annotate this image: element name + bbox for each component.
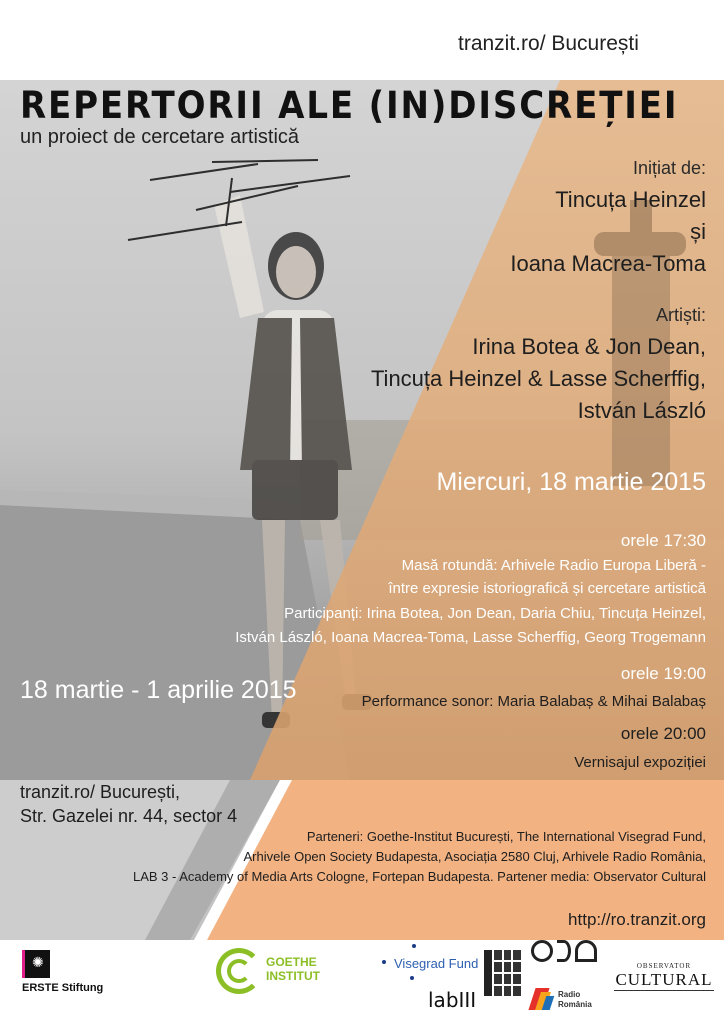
goethe-logo: [216, 948, 326, 994]
osa-archivum-logo: [531, 940, 605, 976]
erste-bee-icon: ✺: [22, 950, 50, 978]
radio-romania-logo: [532, 984, 592, 1020]
radio-logo-text-2: România: [558, 1000, 592, 1009]
partners-line-3: LAB 3 - Academy of Media Arts Cologne, Fortepan Budapesta. Partener media: Observator Cultural: [132, 869, 706, 884]
visegrad-logo-text: Visegrad Fund: [394, 956, 479, 971]
exhibition-period: 18 martie - 1 aprilie 2015: [20, 676, 297, 704]
osa-s-icon: [557, 940, 571, 962]
venue-line-1: tranzit.ro/ București,: [20, 782, 181, 802]
participants-line-2: István László, Ioana Macrea-Toma, Lasse Scherffig, Georg Trogemann: [235, 629, 706, 646]
goethe-logo-text: [266, 955, 320, 983]
osa-a-icon: [575, 940, 597, 962]
artists-label: Artiști:: [655, 305, 706, 325]
performance-line: Performance sonor: Maria Balabaș & Mihai Balabaș: [361, 693, 706, 710]
poster-subtitle: un proiect de cercetare artistică: [20, 126, 300, 148]
initiator-conjunction: și: [690, 219, 706, 244]
event-time-2: orele 19:00: [620, 664, 706, 683]
artist-line-2: Tincuța Heinzel & Lasse Scherffig,: [370, 366, 706, 391]
vernissage-line: Vernisajul expoziției: [574, 754, 706, 771]
goethe-logo-text-1: GOETHE: [266, 955, 317, 969]
round-table-line-2: între expresie istoriografică și cercetare artistică: [388, 580, 706, 597]
poster-title: REPERTORII ALE (IN)DISCREȚIEI: [20, 84, 679, 127]
event-date: Miercuri, 18 martie 2015: [436, 468, 706, 496]
erste-logo-text: ERSTE Stiftung: [22, 982, 104, 994]
observator-cultural-logo: [614, 962, 714, 998]
erste-logo: [22, 950, 152, 996]
initiator-name-1: Tincuța Heinzel: [555, 187, 706, 212]
radio-logo-text: [558, 990, 592, 1010]
asociatia-2580-logo: [484, 944, 522, 1002]
artist-line-1: Irina Botea & Jon Dean,: [472, 334, 706, 359]
lab3-logo: labIII: [428, 988, 477, 1012]
artist-line-3: István László: [577, 398, 706, 423]
initiated-label: Inițiat de:: [632, 158, 706, 178]
osa-circle-icon: [531, 940, 553, 962]
goethe-inner-ring-icon: [227, 959, 251, 983]
observator-logo-bottom: CULTURAL: [615, 970, 713, 989]
asociatia-bar-icon: [484, 950, 492, 996]
event-time-3: orele 20:00: [620, 724, 706, 743]
initiator-name-2: Ioana Macrea-Toma: [510, 251, 706, 276]
asociatia-grid-icon: [494, 950, 521, 996]
partners-line-2: Arhivele Open Society Budapesta, Asociația 2580 Cluj, Arhivele Radio România,: [243, 849, 706, 864]
participants-line-1: Participanți: Irina Botea, Jon Dean, Daria Chiu, Tincuța Heinzel,: [284, 605, 706, 622]
venue-line-2: Str. Gazelei nr. 44, sector 4: [20, 806, 238, 826]
goethe-logo-text-2: INSTITUT: [266, 969, 320, 983]
header-site-label: tranzit.ro/ București: [458, 32, 639, 55]
observator-logo-top: OBSERVATOR: [636, 962, 692, 970]
radio-logo-text-1: Radio: [558, 990, 581, 999]
event-time-1: orele 17:30: [620, 531, 706, 550]
round-table-line-1: Masă rotundă: Arhivele Radio Europa Liberă -: [401, 557, 706, 574]
partners-line-1: Parteneri: Goethe-Institut București, The International Visegrad Fund,: [306, 829, 706, 844]
website-link[interactable]: http://ro.tranzit.org: [568, 910, 706, 929]
